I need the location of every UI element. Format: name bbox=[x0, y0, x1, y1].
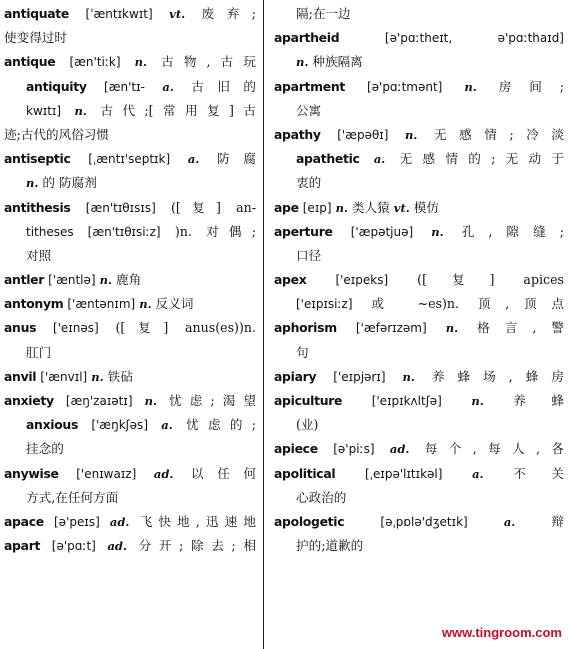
part-of-speech: n. bbox=[471, 394, 484, 408]
phonetic: ['ænvɪl] bbox=[40, 369, 88, 384]
part-of-speech: n. bbox=[144, 394, 157, 408]
part-of-speech: vt. bbox=[169, 7, 186, 21]
phonetic: [æn'tiːk] bbox=[69, 55, 121, 70]
entry-line bbox=[4, 26, 256, 50]
phonetic: ['eɪpjərɪ] bbox=[333, 369, 386, 384]
entry-line bbox=[4, 413, 256, 437]
phonetic: ['eɪnəs] bbox=[52, 321, 99, 336]
part-of-speech: a. bbox=[187, 152, 200, 167]
phonetic: ['eɪpɪsiːz] bbox=[296, 297, 353, 312]
phonetic: [ə'piːs] bbox=[333, 442, 375, 457]
definition: 隔;在一边 bbox=[296, 6, 351, 21]
part-of-speech: n. bbox=[445, 321, 459, 336]
definition: )n. 对偶; bbox=[174, 223, 256, 239]
definition: 护的;道歉的 bbox=[296, 538, 364, 554]
part-of-speech: ad. bbox=[389, 442, 410, 457]
entry-line bbox=[274, 26, 564, 50]
phonetic: ['æpəθɪ] bbox=[337, 127, 389, 142]
part-of-speech: n. bbox=[99, 273, 112, 288]
definition: ([复] apices bbox=[417, 272, 564, 288]
part-of-speech: ad. bbox=[107, 539, 127, 554]
phonetic: ['æntənɪm] bbox=[67, 297, 136, 312]
definition: 古旧的 bbox=[191, 78, 256, 94]
entry-line bbox=[4, 316, 256, 340]
headword: aphorism bbox=[274, 320, 337, 336]
part-of-speech: n. bbox=[402, 369, 415, 384]
headword: ape bbox=[274, 199, 299, 215]
headword: antithesis bbox=[4, 199, 71, 215]
entry-line bbox=[4, 462, 256, 486]
definition: 养蜂场,蜂房 bbox=[431, 368, 564, 384]
phonetic: kwɪtɪ] bbox=[26, 103, 62, 118]
headword: apathetic bbox=[296, 151, 360, 167]
phonetic: [əˌpɒlə'dʒetɪk] bbox=[380, 514, 468, 529]
entry-line bbox=[4, 147, 256, 171]
definition: 不关 bbox=[513, 465, 564, 481]
entry-line bbox=[274, 292, 564, 316]
definition: 铁砧 bbox=[107, 368, 133, 384]
entry-line bbox=[4, 50, 256, 74]
definition: 养蜂 bbox=[513, 393, 564, 408]
phonetic: [ə'pɑːt] bbox=[51, 539, 96, 554]
definition: 房间; bbox=[498, 78, 564, 94]
definition: 忧虑;渴望 bbox=[169, 393, 256, 408]
definition: 防腐剂 bbox=[59, 175, 97, 191]
definition: 孔,隙缝; bbox=[461, 223, 564, 239]
definition: 句 bbox=[296, 344, 309, 360]
headword: antler bbox=[4, 272, 45, 288]
entry-line bbox=[274, 510, 564, 534]
headword: anywise bbox=[4, 465, 59, 481]
headword: apolitical bbox=[274, 465, 336, 481]
phonetic: ['eɪpɪkʌltʃə] bbox=[371, 394, 442, 408]
definition: ([复] anus(es))n. bbox=[115, 320, 256, 336]
entry-line bbox=[274, 220, 564, 244]
part-of-speech: vt. bbox=[393, 200, 410, 215]
part-of-speech: n. bbox=[74, 103, 87, 118]
part-of-speech: a. bbox=[162, 79, 174, 94]
phonetic: ['eɪpeks] bbox=[335, 273, 389, 288]
headword: apart bbox=[4, 538, 41, 554]
definition: 肛门 bbox=[26, 344, 52, 360]
definition: 的 bbox=[42, 175, 55, 191]
headword: antique bbox=[4, 54, 56, 70]
entry-line bbox=[4, 486, 256, 510]
part-of-speech: n. bbox=[431, 224, 444, 239]
entry-line bbox=[274, 2, 564, 26]
entry-line bbox=[274, 437, 564, 461]
phonetic: [ˌeɪpə'lɪtɪkəl] bbox=[365, 466, 443, 481]
entry-line bbox=[274, 244, 564, 268]
headword: apex bbox=[274, 272, 307, 288]
entry-line bbox=[274, 171, 564, 195]
headword: antiquity bbox=[26, 78, 87, 94]
phonetic: ['æfərɪzəm] bbox=[355, 321, 427, 336]
entry-line bbox=[4, 510, 256, 534]
entry-line bbox=[274, 316, 564, 340]
definition: 模仿 bbox=[413, 199, 439, 215]
headword: anxious bbox=[26, 417, 79, 433]
definition: 种族隔离 bbox=[312, 54, 363, 70]
phonetic: [æŋ'zaɪətɪ] bbox=[65, 394, 133, 408]
headword: apiece bbox=[274, 441, 318, 457]
phonetic: [ə'peɪs] bbox=[54, 514, 100, 529]
definition: 口径 bbox=[296, 247, 322, 263]
headword: apiary bbox=[274, 368, 317, 384]
phonetic: ['æŋkʃəs] bbox=[91, 418, 148, 433]
part-of-speech: ad. bbox=[153, 466, 174, 481]
part-of-speech: ad. bbox=[109, 514, 130, 529]
definition: 无感情的;无动于 bbox=[399, 151, 564, 167]
headword: aperture bbox=[274, 223, 333, 239]
headword: anvil bbox=[4, 368, 37, 384]
definition: 飞快地,迅速地 bbox=[139, 513, 256, 529]
headword: apartheid bbox=[274, 30, 340, 46]
entry-line bbox=[274, 341, 564, 365]
entry-line bbox=[4, 171, 256, 195]
entry-line bbox=[274, 123, 564, 147]
entry-line bbox=[274, 75, 564, 99]
phonetic: [ˌæntɪ'septɪk] bbox=[88, 152, 171, 167]
headword: apathy bbox=[274, 126, 321, 142]
definition: 每个,每人,各 bbox=[424, 441, 564, 457]
entry-line bbox=[4, 75, 256, 99]
definition: 对照 bbox=[26, 247, 52, 263]
entry-line bbox=[4, 534, 256, 558]
definition: 或 ~es)n. 顶,顶点 bbox=[371, 296, 564, 312]
entry-line bbox=[274, 196, 564, 220]
definition: 防腐 bbox=[217, 151, 256, 167]
headword: apace bbox=[4, 513, 44, 529]
part-of-speech: n. bbox=[26, 176, 39, 191]
definition: 忧虑的; bbox=[186, 417, 256, 433]
definition: 类人猿 bbox=[351, 199, 390, 215]
phonetic: [ˈæntɪkwɪt] bbox=[85, 7, 153, 21]
headword: apologetic bbox=[274, 513, 345, 529]
definition: 公寓 bbox=[296, 102, 322, 118]
entry-line bbox=[274, 268, 564, 292]
phonetic: ['æntlə] bbox=[48, 273, 96, 288]
definition: 鹿角 bbox=[115, 272, 142, 288]
column-divider bbox=[263, 0, 264, 649]
definition: 以任何 bbox=[191, 465, 256, 481]
headword: antiseptic bbox=[4, 151, 71, 167]
entry-line bbox=[274, 486, 564, 510]
entry-line bbox=[4, 292, 256, 316]
entry-line bbox=[274, 50, 564, 74]
watermark: www.tingroom.com bbox=[441, 625, 562, 640]
definition: 反义词 bbox=[155, 296, 194, 312]
part-of-speech: a. bbox=[161, 418, 173, 433]
entry-line bbox=[274, 462, 564, 486]
definition: 格言,警 bbox=[477, 320, 564, 336]
definition: 使变得过时 bbox=[4, 30, 67, 46]
right-column bbox=[274, 2, 564, 558]
definition: ([复] an- bbox=[171, 199, 256, 215]
entry-line bbox=[4, 365, 256, 389]
headword: anus bbox=[4, 320, 37, 336]
definition: 挂念的 bbox=[26, 441, 64, 457]
entry-line bbox=[4, 99, 256, 123]
left-column bbox=[4, 2, 256, 558]
definition: 古物,古玩 bbox=[161, 54, 256, 70]
headword: antiquate bbox=[4, 6, 70, 21]
entry-line bbox=[4, 389, 256, 413]
part-of-speech: a. bbox=[373, 152, 386, 167]
definition: 衷的 bbox=[296, 175, 322, 191]
entry-line bbox=[4, 2, 256, 26]
entry-line bbox=[4, 437, 256, 461]
entry-line bbox=[274, 413, 564, 437]
entry-line bbox=[4, 341, 256, 365]
part-of-speech: a. bbox=[503, 514, 516, 529]
entry-line bbox=[4, 123, 256, 147]
headword: anxiety bbox=[4, 393, 54, 408]
definition: 废弃; bbox=[201, 6, 256, 21]
definition: 无感情;冷淡 bbox=[433, 126, 564, 142]
definition: (业) bbox=[296, 417, 319, 433]
entry-line bbox=[4, 244, 256, 268]
entry-line bbox=[4, 268, 256, 292]
definition: 分开;除去;相 bbox=[138, 538, 256, 554]
definition: 心政治的 bbox=[296, 489, 347, 505]
part-of-speech: n. bbox=[335, 200, 348, 215]
part-of-speech: n. bbox=[134, 55, 148, 70]
headword: antonym bbox=[4, 296, 64, 312]
part-of-speech: a. bbox=[472, 466, 484, 481]
phonetic: titheses [æn'tɪθɪsiːz] bbox=[26, 224, 161, 239]
definition: 方式,在任何方面 bbox=[26, 489, 119, 505]
entry-line bbox=[274, 389, 564, 413]
entry-line bbox=[274, 534, 564, 558]
definition: 古代;[常用复]古 bbox=[100, 102, 256, 118]
phonetic: ['enɪwaɪz] bbox=[76, 466, 137, 481]
entry-line bbox=[4, 196, 256, 220]
entry-line bbox=[4, 220, 256, 244]
entry-line bbox=[274, 147, 564, 171]
phonetic: ['æpətjuə] bbox=[350, 224, 414, 239]
definition: 迹;古代的风俗习惯 bbox=[4, 126, 109, 142]
part-of-speech: n. bbox=[464, 79, 477, 94]
phonetic: [æn'tɪθɪsɪs] bbox=[85, 200, 156, 215]
entry-line bbox=[274, 99, 564, 123]
part-of-speech: n. bbox=[296, 55, 309, 70]
phonetic: [eɪp] bbox=[302, 200, 332, 215]
definition: 辩 bbox=[551, 513, 564, 529]
headword: apartment bbox=[274, 78, 345, 94]
entry-line bbox=[274, 365, 564, 389]
phonetic: [ə'pɑːtheɪt, ə'pɑːthaɪd] bbox=[384, 31, 564, 46]
part-of-speech: n. bbox=[139, 297, 152, 312]
part-of-speech: n. bbox=[405, 127, 418, 142]
part-of-speech: n. bbox=[91, 369, 104, 384]
phonetic: [ə'pɑːtmənt] bbox=[366, 79, 443, 94]
phonetic: [æn'tɪ- bbox=[104, 79, 145, 94]
headword: apiculture bbox=[274, 393, 343, 408]
